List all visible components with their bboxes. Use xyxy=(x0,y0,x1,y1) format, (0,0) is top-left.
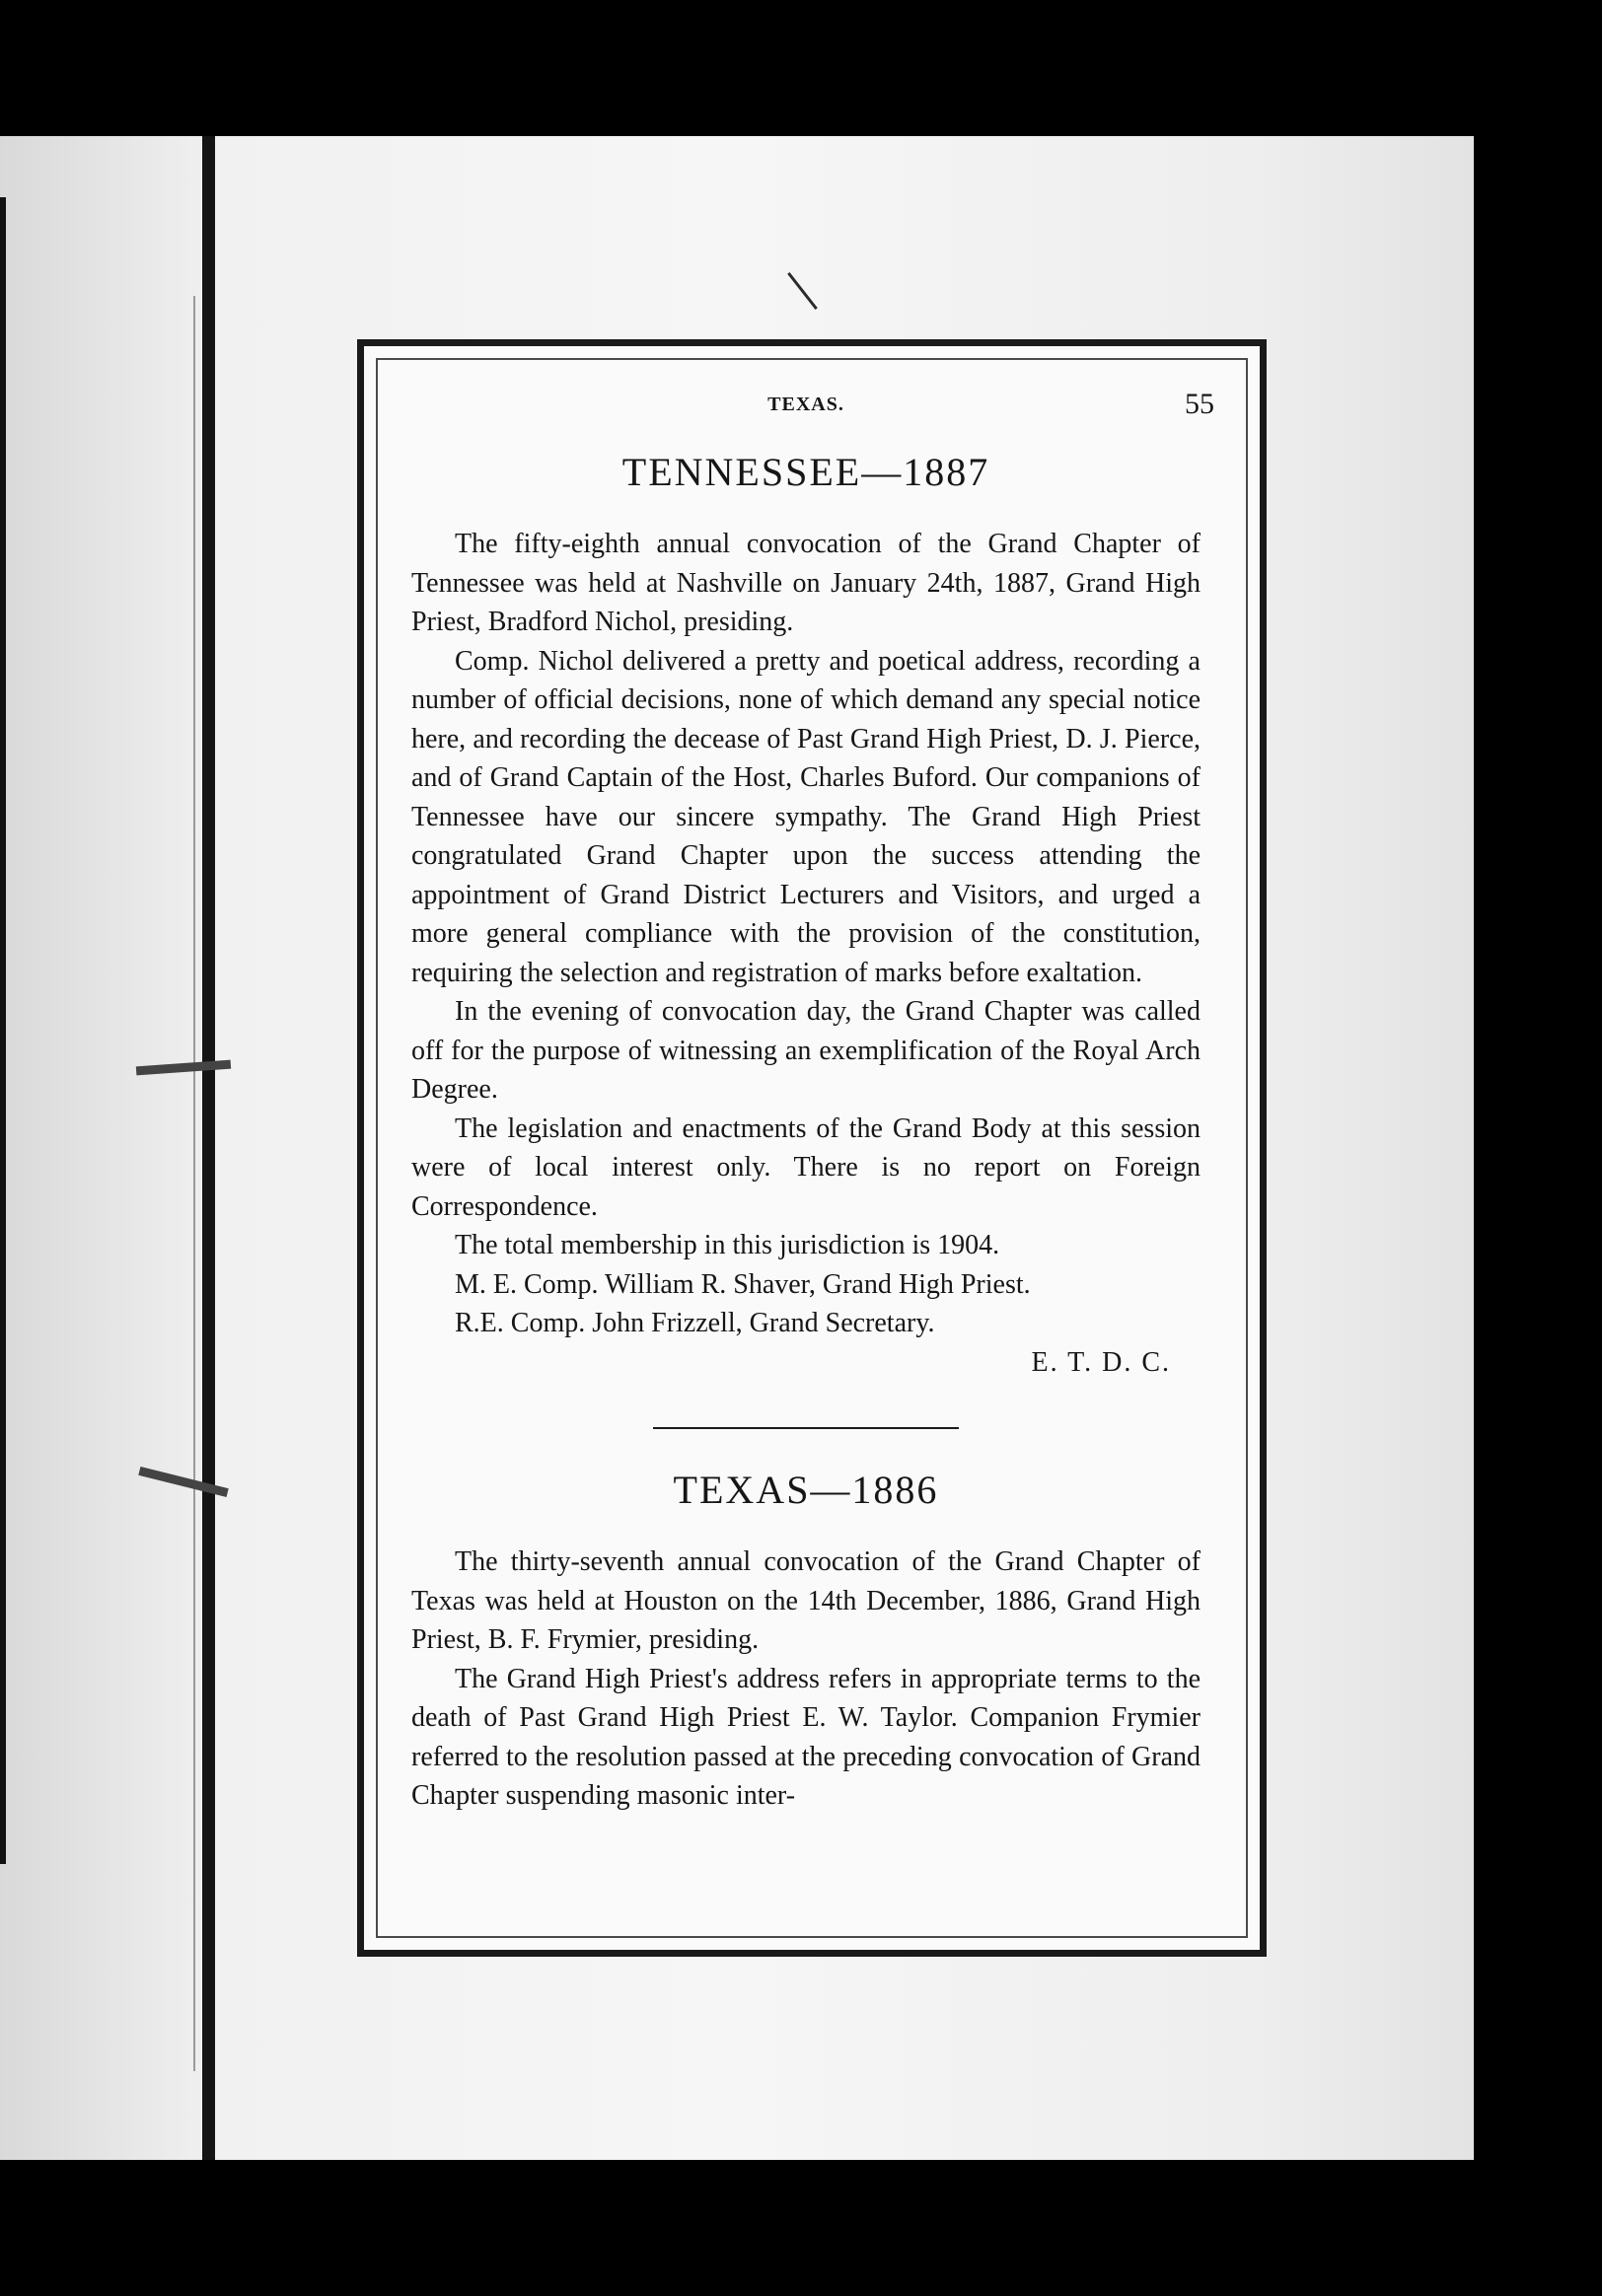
film-edge xyxy=(0,197,6,1864)
section-heading-texas: TEXAS—1886 xyxy=(673,1468,939,1512)
paragraph: The thirty-seventh annual convocation of the Grand Chapter of Texas was held at Houston on the 14th December, 1886, Grand High Priest, B. F. Frymier, presiding. xyxy=(411,1546,1201,1655)
paragraph: The fifty-eighth annual convocation of the Grand Chapter of Tennessee was held at Nashville on January 24th, 1887, Grand High Priest, Bradford Nichol, presiding. xyxy=(411,529,1201,637)
section-heading-tennessee: TENNESSEE—1887 xyxy=(621,450,990,494)
page-text xyxy=(411,388,1214,1816)
running-title: TEXAS. xyxy=(767,394,844,415)
paragraph: The legislation and enactments of the Grand Body at this session were of local interest only. There is no report on Foreign Correspondence. xyxy=(411,1112,1201,1222)
paragraph: The Grand High Priest's address refers in appropriate terms to the death of Past Grand High Priest E. W. Taylor. Companion Frymier referred to the resolution passed at the preceding convocation of Grand Chapter suspending masonic inter- xyxy=(411,1663,1201,1811)
paragraph: In the evening of convocation day, the Grand Chapter was called off for the purpose of witnessing an exemplification of the Royal Arch Degree. xyxy=(411,996,1201,1105)
officer-line: R.E. Comp. John Frizzell, Grand Secretary. xyxy=(455,1308,935,1338)
page-frame xyxy=(357,339,1267,1957)
page-number: 55 xyxy=(1185,388,1214,420)
membership-line: The total membership in this jurisdiction is 1904. xyxy=(455,1230,1000,1260)
paragraph: Comp. Nichol delivered a pretty and poetical address, recording a number of official decisions, none of which demand any special notice here, and recording the decease of Past Grand High Priest, D. J. Pierce, and of Grand Captain of the Host, Charles Buford. Our companions of Tennessee have our sincere sympathy. The Grand High Priest congratulated Grand Chapter upon the success attending the appointment of Grand District Lecturers and Visitors, and urged a more general compliance with the provision of the constitution, requiring the selection and registration of marks before exaltation. xyxy=(411,645,1201,988)
signature: E. T. D. C. xyxy=(1031,1346,1171,1378)
gutter-rule xyxy=(202,136,215,2160)
officer-line: M. E. Comp. William R. Shaver, Grand High Priest. xyxy=(455,1268,1031,1300)
running-head xyxy=(411,388,1214,427)
gutter-line xyxy=(193,296,195,2071)
section-divider xyxy=(653,1427,959,1429)
